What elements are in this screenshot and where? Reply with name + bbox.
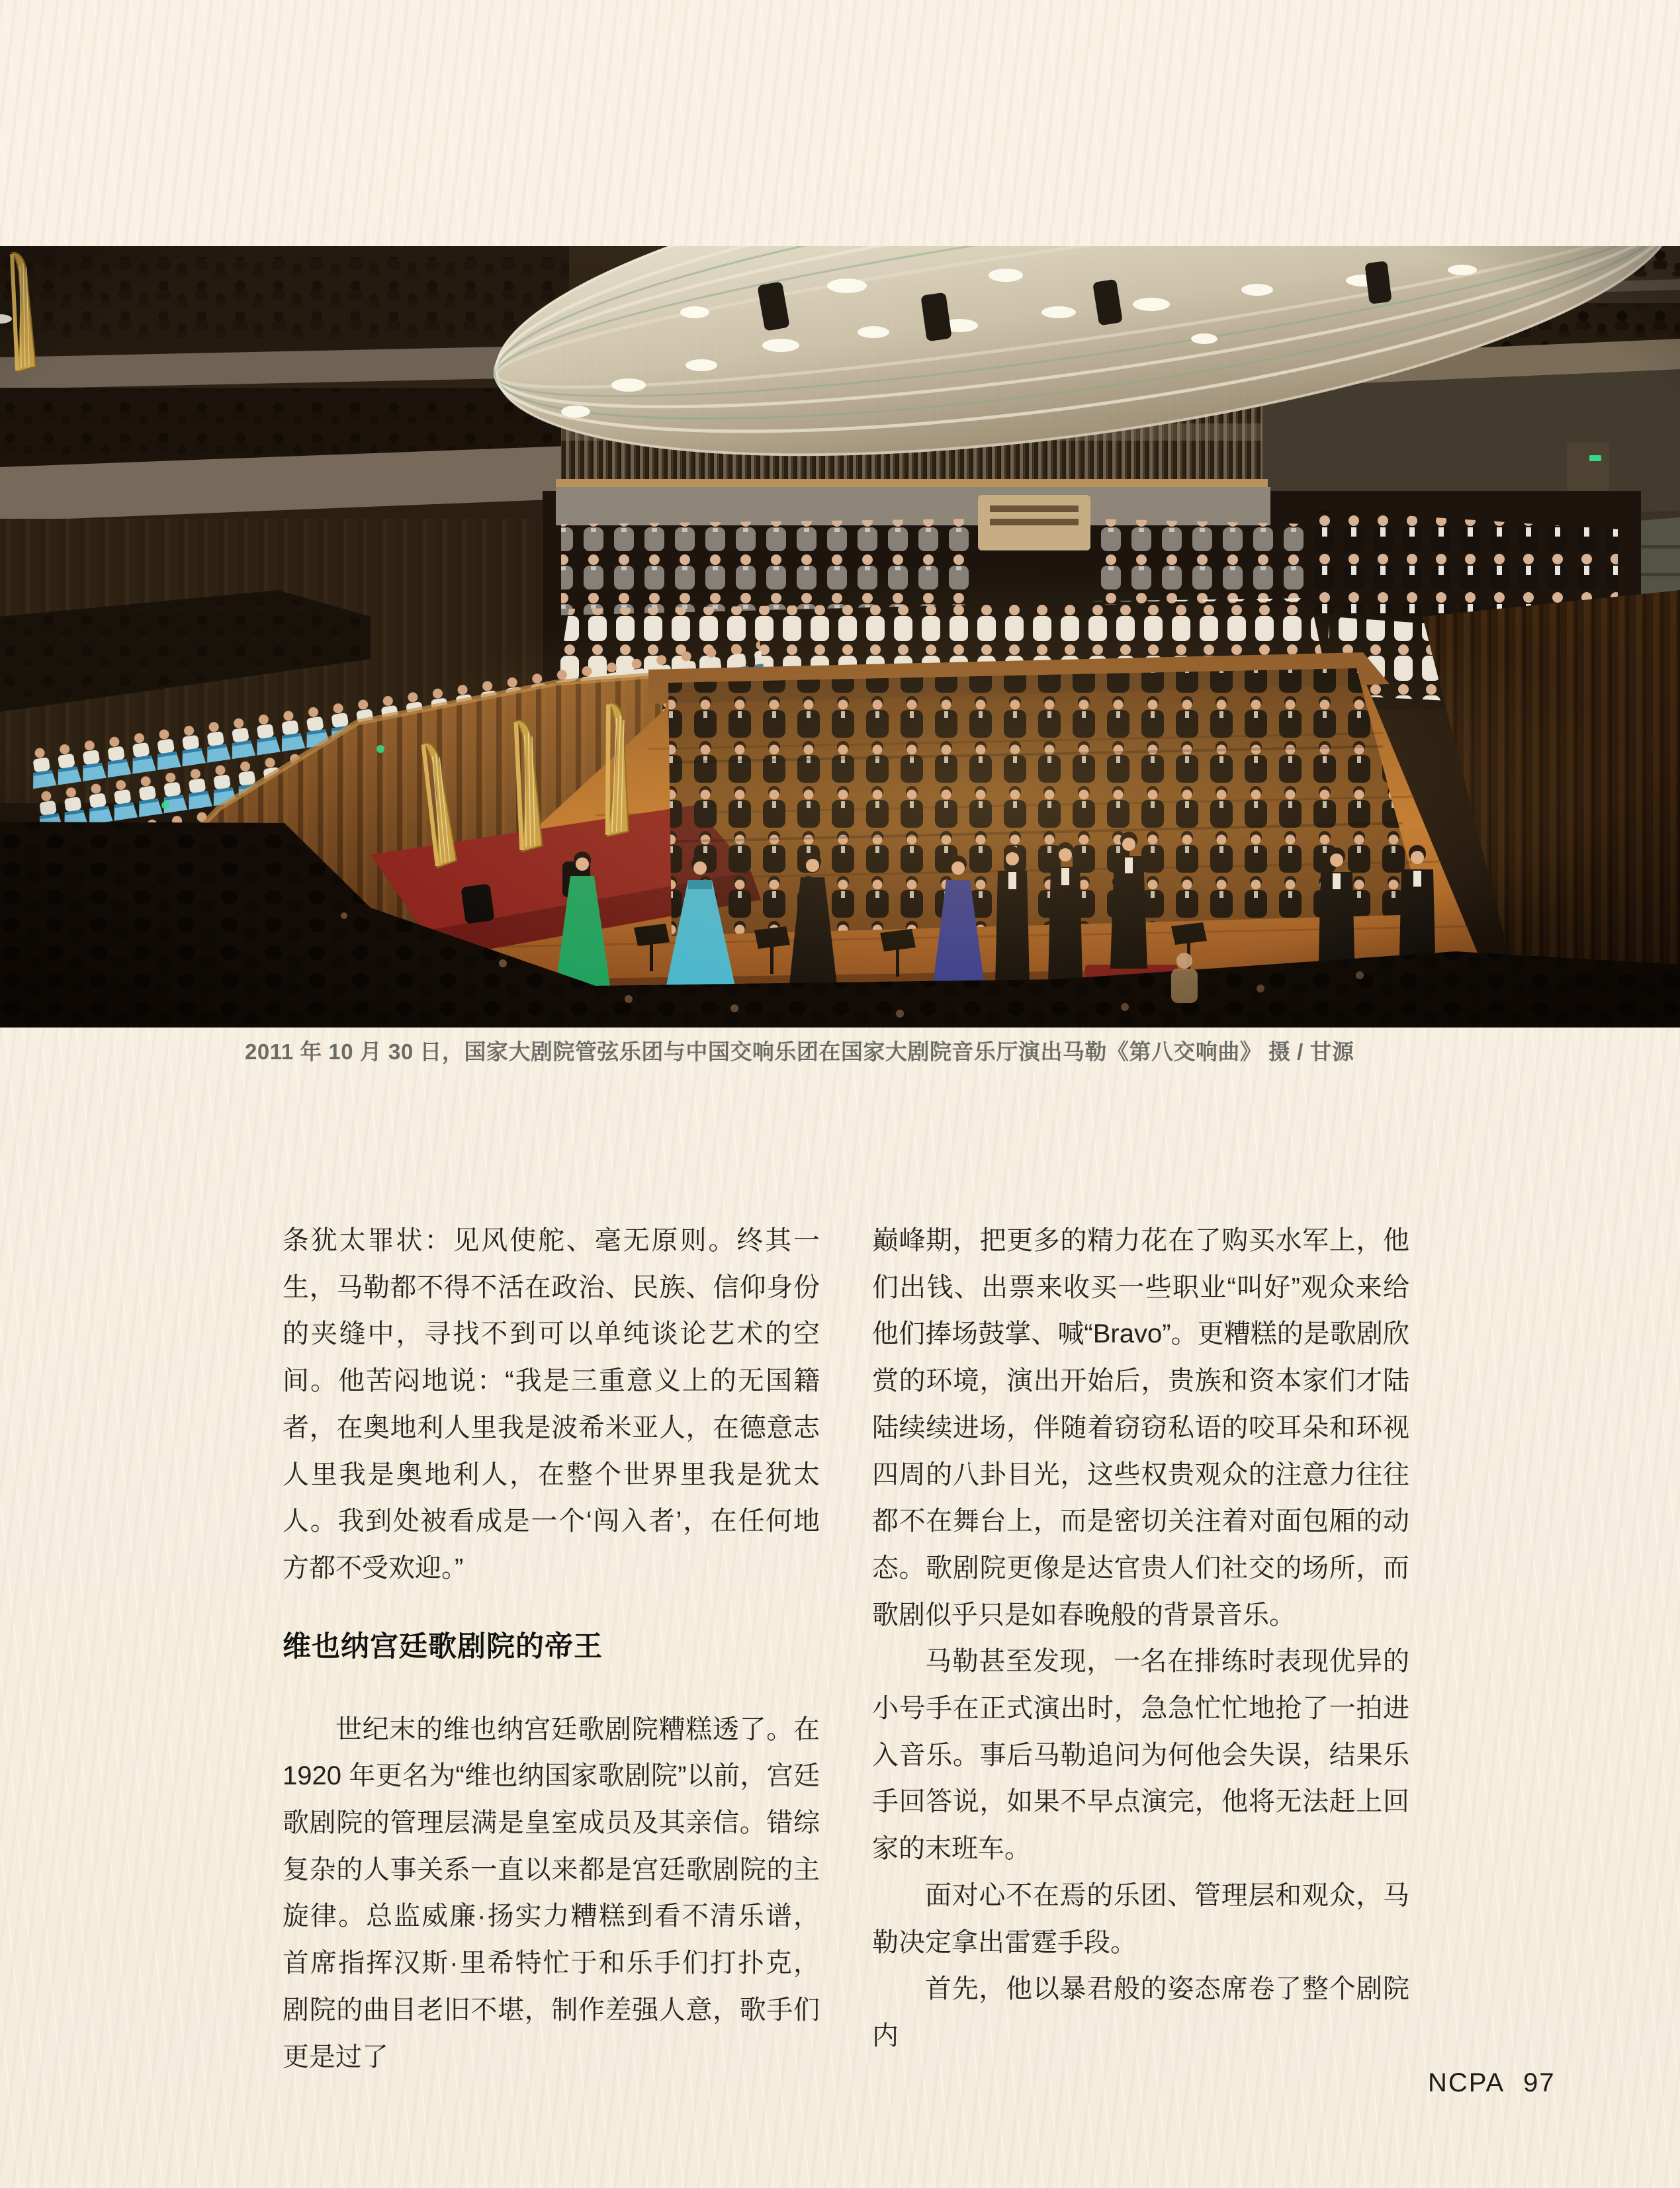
article-right-column	[872, 1217, 1409, 2060]
paragraph: 世纪末的维也纳宫廷歌剧院糟糕透了。在 1920 年更名为“维也纳国家歌剧院”以前，宫廷歌剧院的管理层满是皇室成员及其亲信。错综复杂的人事关系一直以来都是宫廷歌剧院的主旋律。总监威廉·扬实力糟糕到看不清乐谱，首席指挥汉斯·里希特忙于和乐手们打扑克，剧院的曲目老旧不堪，制作差强人意，歌手们更是过了	[283, 1714, 820, 2072]
photo-vignette	[0, 246, 1680, 1028]
concert-hall-photo	[0, 246, 1680, 1028]
paragraph: 马勒甚至发现，一名在排练时表现优异的小号手在正式演出时，急急忙忙地抢了一拍进入音乐。事后马勒追问为何他会失误，结果乐手回答说，如果不早点演完，他将无法赶上回家的末班车。	[872, 1647, 1409, 1864]
concert-hall-illustration	[0, 246, 1680, 1028]
footer-page-number: 97	[1523, 2068, 1556, 2097]
paragraph: 条犹太罪状：见风使舵、毫无原则。终其一生，马勒都不得不活在政治、民族、信仰身份的夹缝中，寻找不到可以单纯谈论艺术的空间。他苦闷地说：“我是三重意义上的无国籍者，在奥地利人里我是波希米亚人，在德意志人里我是奥地利人，在整个世界里我是犹太人。我到处被看成是一个‘闯入者’，在任何地方都不受欢迎。”	[283, 1226, 820, 1583]
paragraph: 面对心不在焉的乐团、管理层和观众，马勒决定拿出雷霆手段。	[872, 1880, 1409, 1957]
article-left-column	[283, 1217, 820, 2080]
section-heading: 维也纳宫廷歌剧院的帝王	[283, 1630, 603, 1663]
footer-brand: NCPA	[1428, 2068, 1505, 2097]
photo-caption: 2011 年 10 月 30 日，国家大剧院管弦乐团与中国交响乐团在国家大剧院音乐厅演出马勒《第八交响曲》 摄 / 甘源	[245, 1039, 1354, 1064]
paragraph: 巅峰期，把更多的精力花在了购买水军上，他们出钱、出票来收买一些职业“叫好”观众来给他们捧场鼓掌、喊“Bravo”。更糟糕的是歌剧欣赏的环境，演出开始后，贵族和资本家们才陆陆续续进场，伴随着窃窃私语的咬耳朵和环视四周的八卦目光，这些权贵观众的注意力往往都不在舞台上，而是密切关注着对面包厢的动态。歌剧院更像是达官贵人们社交的场所，而歌剧似乎只是如春晚般的背景音乐。	[872, 1226, 1409, 1630]
paragraph: 首先，他以暴君般的姿态席卷了整个剧院内	[872, 1974, 1409, 2050]
page-footer	[1428, 2068, 1556, 2098]
